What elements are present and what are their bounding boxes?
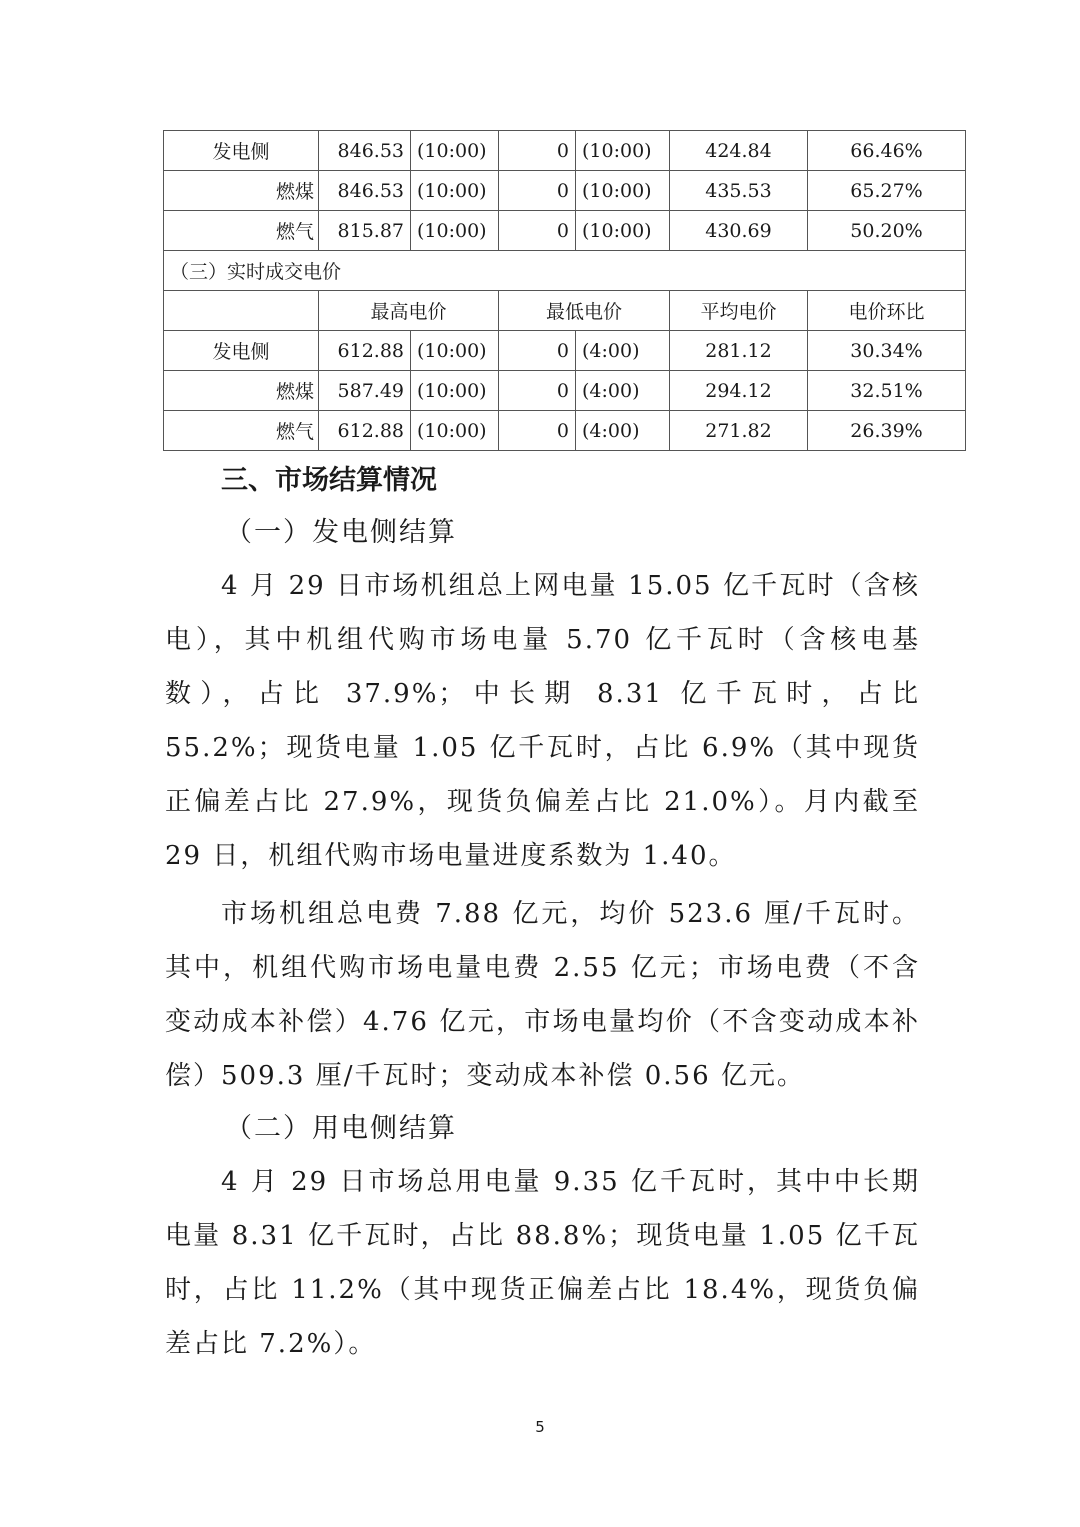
min-time: (4:00)	[576, 411, 670, 451]
min-price: 0	[499, 171, 576, 211]
max-time: (10:00)	[411, 171, 499, 211]
min-price: 0	[499, 131, 576, 171]
max-time: (10:00)	[411, 371, 499, 411]
price-ratio: 26.39%	[808, 411, 966, 451]
price-table	[163, 130, 966, 451]
subsection-heading-generation: （一）发电侧结算	[225, 517, 457, 548]
row-name: 燃气	[164, 411, 319, 451]
header-empty	[164, 291, 319, 331]
row-name: 燃煤	[164, 171, 319, 211]
max-time: (10:00)	[411, 331, 499, 371]
max-price: 846.53	[319, 171, 411, 211]
header-avg-price: 平均电价	[670, 291, 808, 331]
max-price: 815.87	[319, 211, 411, 251]
subsection-heading-consumption: （二）用电侧结算	[225, 1113, 457, 1144]
min-price: 0	[499, 211, 576, 251]
document-body	[165, 455, 920, 1371]
max-time: (10:00)	[411, 211, 499, 251]
min-time: (4:00)	[576, 331, 670, 371]
min-price: 0	[499, 371, 576, 411]
min-time: (4:00)	[576, 371, 670, 411]
max-price: 587.49	[319, 371, 411, 411]
table-row	[164, 131, 966, 171]
price-ratio: 32.51%	[808, 371, 966, 411]
min-price: 0	[499, 331, 576, 371]
avg-price: 430.69	[670, 211, 808, 251]
avg-price: 294.12	[670, 371, 808, 411]
avg-price: 435.53	[670, 171, 808, 211]
row-name: 发电侧	[164, 131, 319, 171]
header-max-price: 最高电价	[319, 291, 499, 331]
max-time: (10:00)	[411, 411, 499, 451]
paragraph-consumption-volume: 4 月 29 日市场总用电量 9.35 亿千瓦时，其中中长期电量 8.31 亿千瓦时，占比 88.8%；现货电量 1.05 亿千瓦时，占比 11.2%（其中现货正偏差占比 18.4%，现货负偏差占比 7.2%）。	[165, 1167, 920, 1359]
avg-price: 271.82	[670, 411, 808, 451]
max-price: 612.88	[319, 411, 411, 451]
section-heading: 三、市场结算情况	[221, 465, 437, 496]
table-section-row	[164, 251, 966, 291]
table-header-row	[164, 291, 966, 331]
price-ratio: 50.20%	[808, 211, 966, 251]
table-row	[164, 411, 966, 451]
page-number: 5	[535, 1418, 545, 1436]
price-ratio: 65.27%	[808, 171, 966, 211]
min-time: (10:00)	[576, 171, 670, 211]
price-ratio: 30.34%	[808, 331, 966, 371]
header-min-price: 最低电价	[499, 291, 670, 331]
min-time: (10:00)	[576, 211, 670, 251]
table-row	[164, 371, 966, 411]
avg-price: 281.12	[670, 331, 808, 371]
row-name: 发电侧	[164, 331, 319, 371]
min-price: 0	[499, 411, 576, 451]
price-ratio: 66.46%	[808, 131, 966, 171]
table-section-title: （三）实时成交电价	[164, 251, 966, 291]
avg-price: 424.84	[670, 131, 808, 171]
header-price-ratio: 电价环比	[808, 291, 966, 331]
max-price: 612.88	[319, 331, 411, 371]
paragraph-generation-fees: 市场机组总电费 7.88 亿元，均价 523.6 厘/千瓦时。其中，机组代购市场电量电费 2.55 亿元；市场电费（不含变动成本补偿）4.76 亿元，市场电量均价（不含变动成本补偿）509.3 厘/千瓦时；变动成本补偿 0.56 亿元。	[165, 899, 920, 1091]
min-time: (10:00)	[576, 131, 670, 171]
table-row	[164, 171, 966, 211]
table-row	[164, 331, 966, 371]
row-name: 燃煤	[164, 371, 319, 411]
table-row	[164, 211, 966, 251]
max-time: (10:00)	[411, 131, 499, 171]
row-name: 燃气	[164, 211, 319, 251]
max-price: 846.53	[319, 131, 411, 171]
paragraph-generation-volume: 4 月 29 日市场机组总上网电量 15.05 亿千瓦时（含核电），其中机组代购市场电量 5.70 亿千瓦时（含核电基数），占比 37.9%；中长期 8.31 亿千瓦时，占比 55.2%；现货电量 1.05 亿千瓦时，占比 6.9%（其中现货正偏差占比 27.9%，现货负偏差占比 21.0%）。月内截至 29 日，机组代购市场电量进度系数为 1.40。	[165, 571, 920, 871]
